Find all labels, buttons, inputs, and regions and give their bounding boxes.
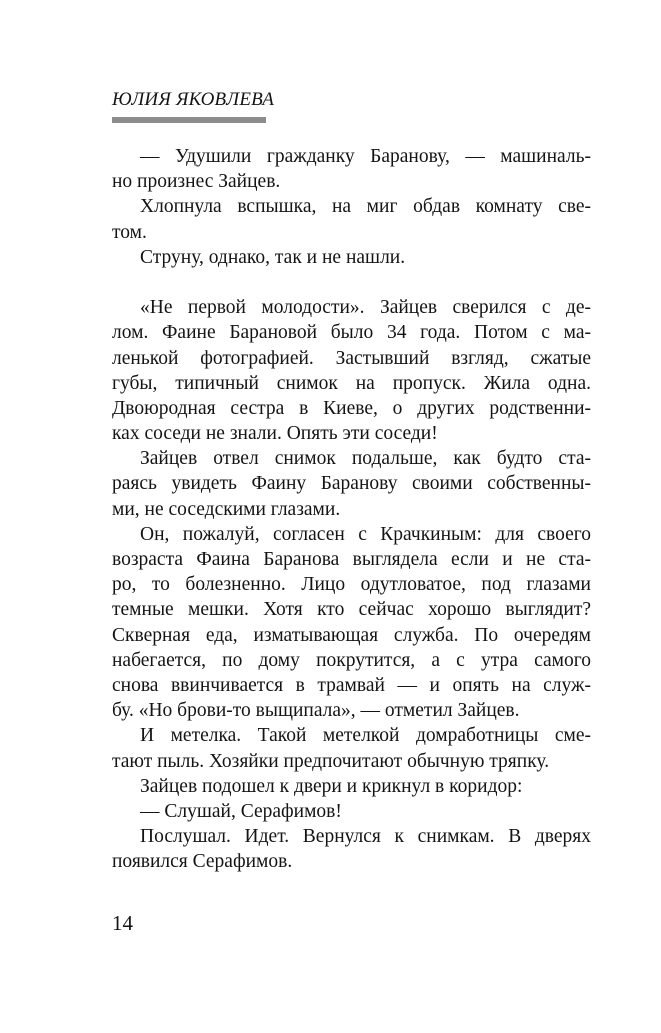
page-number: 14: [112, 911, 133, 935]
text-line: — Слушай, Серафимов!: [140, 800, 342, 822]
text-line: Струну, однако, так и не нашли.: [140, 246, 406, 268]
section-break: [112, 270, 591, 295]
text-line: но произнес Зайцев.: [112, 171, 281, 193]
text-line: том.: [112, 221, 147, 243]
text-line: лом. Фаине Барановой было 34 года. Потом с ма-: [112, 322, 591, 344]
paragraph: [112, 446, 591, 522]
text-line: раясь увидеть Фаину Баранову своими собственны-: [112, 473, 591, 495]
paragraph: [112, 522, 591, 724]
paragraph: [112, 245, 591, 270]
paragraph: [112, 194, 591, 244]
text-line: ках соседи не знали. Опять эти соседи!: [112, 423, 438, 445]
text-line: тают пыль. Хозяйки предпочитают обычную тряпку.: [112, 750, 550, 772]
text-line: ро, то болезненно. Лицо одутловатое, под глазами: [112, 574, 591, 596]
text-line: И метелка. Такой метелкой домработницы сме-: [140, 725, 591, 747]
text-line: Хлопнула вспышка, на миг обдав комнату све-: [140, 196, 591, 218]
text-line: Послушал. Идет. Вернулся к снимкам. В дверях: [140, 826, 591, 848]
paragraph: [112, 774, 591, 799]
text-line: ленькой фотографией. Застывший взгляд, сжатые: [112, 347, 591, 369]
paragraph: [112, 144, 591, 194]
paragraph: [112, 824, 591, 874]
text-line: снова ввинчивается в трамвай — и опять на служ-: [112, 674, 591, 696]
text-line: бу. «Но брови-то выщипала», — отметил Зайцев.: [112, 700, 520, 722]
text-line: Он, пожалуй, согласен с Крачкиным: для своего: [140, 523, 591, 545]
text-line: возраста Фаина Баранова выглядела если и не ста-: [112, 549, 591, 570]
running-head-author: ЮЛИЯ ЯКОВЛЕВА: [112, 89, 275, 110]
text-line: Зайцев подошел к двери и крикнул в коридор:: [140, 775, 523, 797]
text-line: «Не первой молодости». Зайцев сверился с де-: [140, 297, 591, 319]
text-line: Двоюродная сестра в Киеве, о других родственни-: [112, 397, 591, 419]
text-line: набегается, по дому покрутится, а с утра самого: [112, 649, 591, 671]
running-head-rule: [112, 117, 266, 123]
text-line: — Удушили гражданку Баранову, — машиналь-: [140, 146, 591, 167]
body-text: [112, 144, 591, 874]
paragraph: [112, 799, 591, 824]
text-line: Зайцев отвел снимок подальше, как будто ста-: [140, 448, 591, 470]
paragraph: [112, 295, 591, 446]
text-line: темные мешки. Хотя кто сейчас хорошо выглядит?: [112, 599, 591, 621]
paragraph: [112, 723, 591, 773]
text-line: ми, не соседскими глазами.: [112, 498, 341, 520]
text-line: Скверная еда, изматывающая служба. По очередям: [112, 624, 591, 646]
text-line: появился Серафимов.: [112, 851, 293, 873]
text-line: губы, типичный снимок на пропуск. Жила одна.: [112, 372, 591, 394]
